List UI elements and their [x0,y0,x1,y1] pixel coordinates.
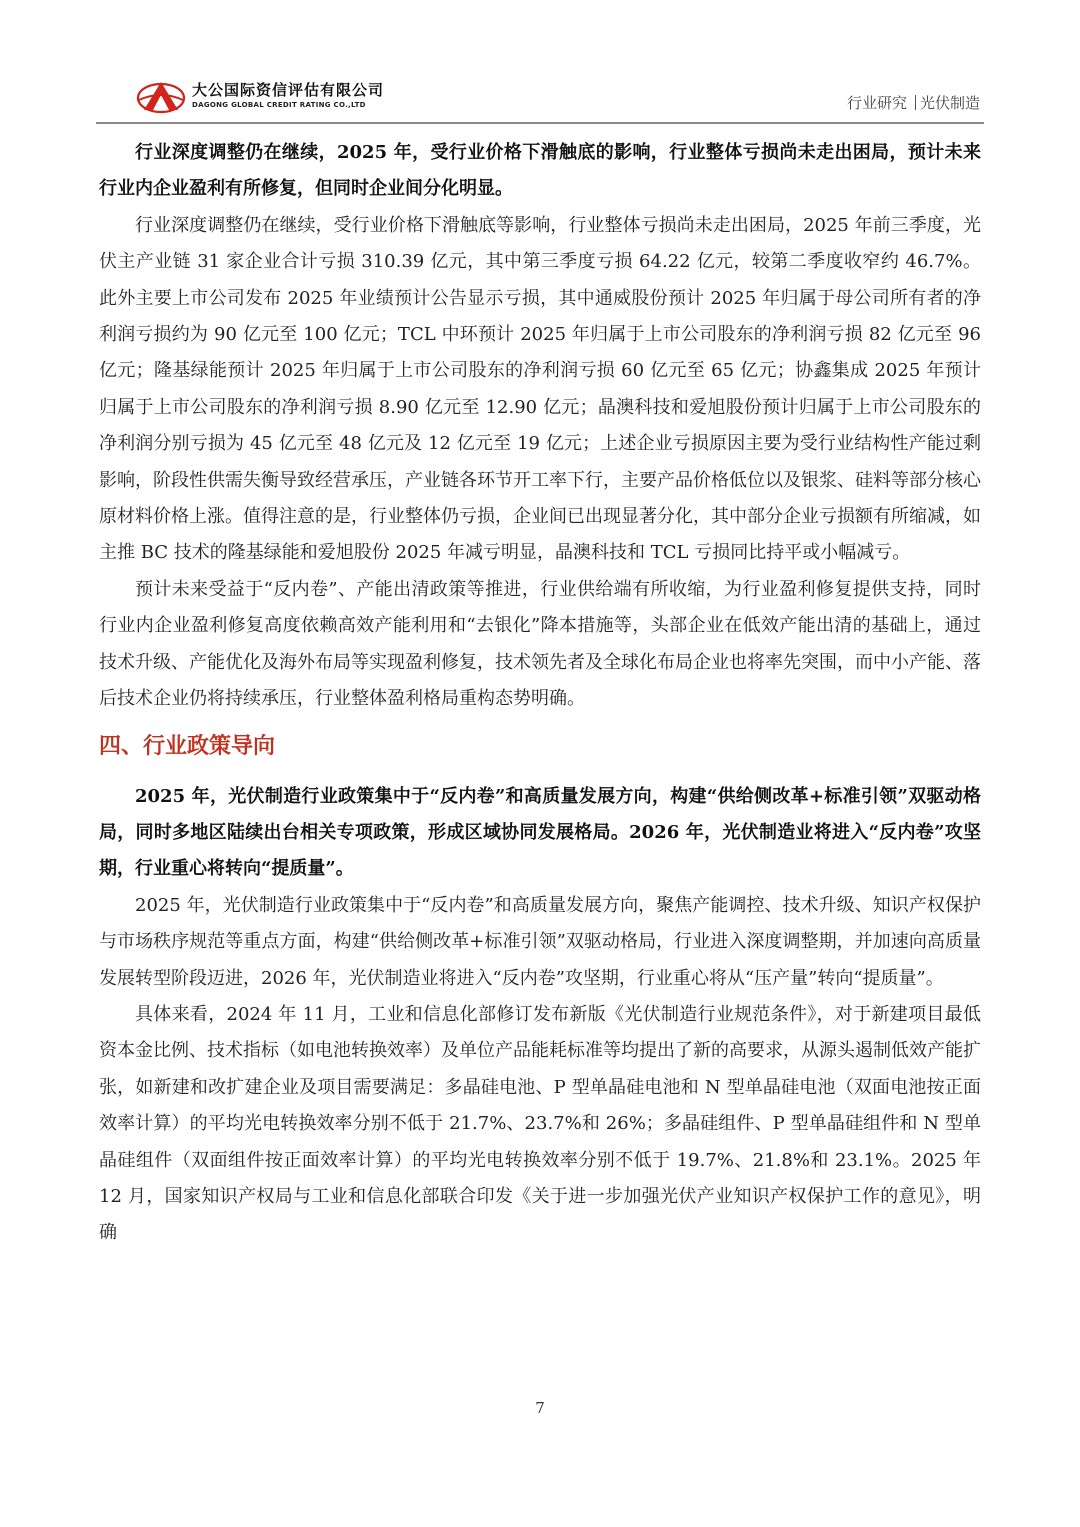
paragraph-outlook: 预计未来受益于“反内卷”、产能出清政策等推进，行业供给端有所收缩，为行业盈利修复提供支持，同时行业内企业盈利修复高度依赖高效产能利用和“去银化”降本措施等，头部企业在低效产能出清的基础上，通过技术升级、产能优化及海外布局等实现盈利修复，技术领先者及全球化布局企业也将率先突围，而中小产能、落后技术企业仍将持续承压，行业整体盈利格局重构态势明确。 [99,578,981,710]
company-logo-icon [136,76,186,116]
paragraph-losses: 行业深度调整仍在继续，受行业价格下滑触底等影响，行业整体亏损尚未走出困局，2025 年前三季度，光伏主产业链 31 家企业合计亏损 310.39 亿元，其中第三季度亏损 64.22 亿元，较第二季度收窄约 46.7%。此外主要上市公司发布 2025 年业绩预计公告显示亏损，其中通威股份预计 2025 年归属于母公司所有者的净利润亏损约为 90 亿元至 100 亿元；TCL 中环预计 2025 年归属于上市公司股东的净利润亏损 82 亿元至 96 亿元；隆基绿能预计 2025 年归属于上市公司股东的净利润亏损 60 亿元至 65 亿元；协鑫集成 2025 年预计归属于上市公司股东的净利润亏损 8.90 亿元至 12.90 亿元；晶澳科技和爱旭股份预计归属于上市公司股东的净利润分别亏损为 45 亿元至 48 亿元及 12 亿元至 19 亿元；上述企业亏损原因主要为受行业结构性产能过剩影响，阶段性供需失衡导致经营承压，产业链各环节开工率下行，主要产品价格低位以及银浆、硅料等部分核心原材料价格上涨。值得注意的是，行业整体仍亏损，企业间已出现显著分化，其中部分企业亏损额有所缩减，如主推 BC 技术的隆基绿能和爱旭股份 2025 年减亏明显，晶澳科技和 TCL 亏损同比持平或小幅减亏。 [99,214,981,564]
document-body [99,135,981,1252]
page-number: 7 [535,1399,545,1417]
summary-paragraph-policy: 2025 年，光伏制造行业政策集中于“反内卷”和高质量发展方向，构建“供给侧改革+标准引领”双驱动格局，同时多地区陆续出台相关专项政策，形成区域协同发展格局。2026 年，光伏制造业将进入“反内卷”攻坚期，行业重心将转向“提质量”。 [99,785,981,880]
section-heading-policy: 四、行业政策导向 [99,733,276,759]
paragraph-policy-direction: 2025 年，光伏制造行业政策集中于“反内卷”和高质量发展方向，聚焦产能调控、技术升级、知识产权保护与市场秩序规范等重点方面，构建“供给侧改革+标准引领”双驱动格局，行业进入深度调整期，并加速向高质量发展转型阶段迈进，2026 年，光伏制造业将进入“反内卷”攻坚期，行业重心将从“压产量”转向“提质量”。 [99,894,981,989]
report-category [847,92,980,113]
category-separator [915,95,916,110]
page-header [96,70,984,124]
header-divider [96,122,984,124]
paragraph-policy-details: 具体来看，2024 年 11 月，工业和信息化部修订发布新版《光伏制造行业规范条件》，对于新建项目最低资本金比例、技术指标（如电池转换效率）及单位产品能耗标准等均提出了新的高要求，从源头遏制低效产能扩张，如新建和改扩建企业及项目需要满足：多晶硅电池、P 型单晶硅电池和 N 型单晶硅电池（双面电池按正面效率计算）的平均光电转换效率分别不低于 21.7%、23.7%和 26%；多晶硅组件、P 型单晶硅组件和 N 型单晶硅组件（双面组件按正面效率计算）的平均光电转换效率分别不低于 19.7%、21.8%和 23.1%。2025 年 12 月，国家知识产权局与工业和信息化部联合印发《关于进一步加强光伏产业知识产权保护工作的意见》，明确 [99,1003,981,1244]
company-name-cn: 大公国际资信评估有限公司 [192,81,385,99]
topic-label: 光伏制造 [919,94,980,112]
category-label: 行业研究 [846,94,907,112]
company-name-en: DAGONG GLOBAL CREDIT RATING CO.,LTD [192,101,366,109]
summary-paragraph-profitability: 行业深度调整仍在继续，2025 年，受行业价格下滑触底的影响，行业整体亏损尚未走出困局，预计未来行业内企业盈利有所修复，但同时企业间分化明显。 [99,142,981,200]
